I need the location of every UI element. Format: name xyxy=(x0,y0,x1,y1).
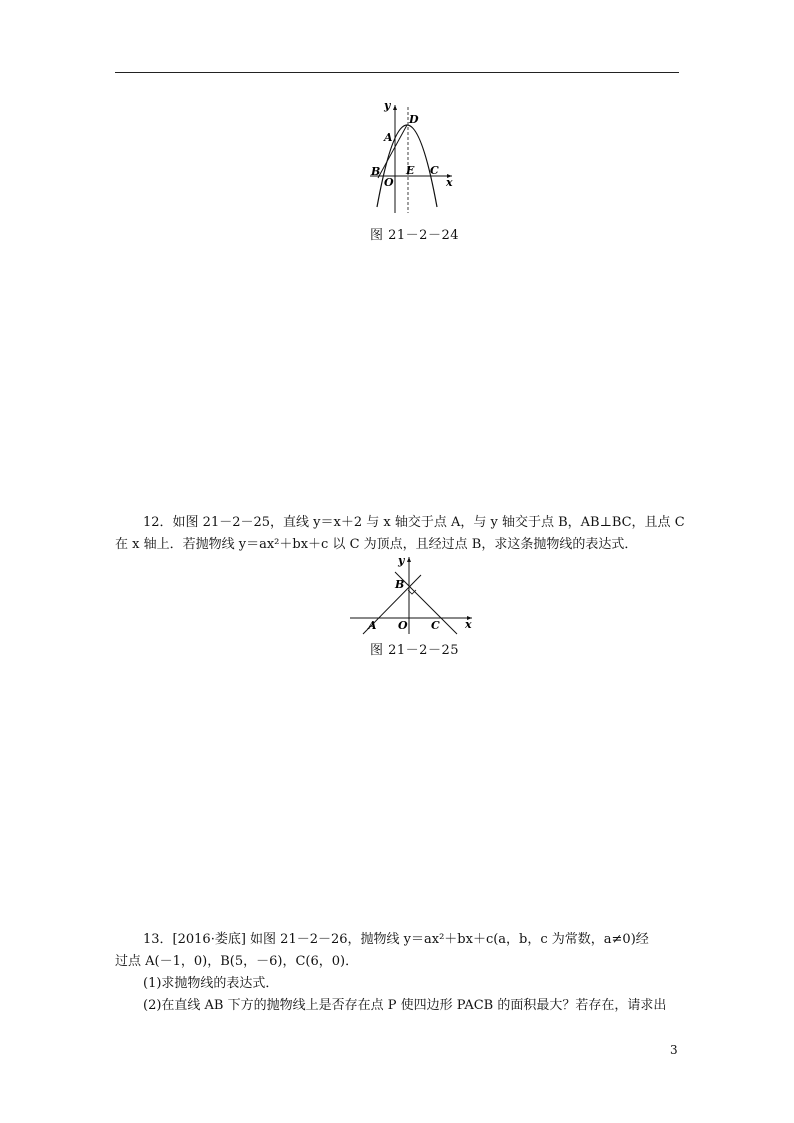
question-13-line-2: 过点 A(－1，0)，B(5，－6)，C(6，0)． xyxy=(115,954,359,969)
label-x: x xyxy=(446,176,453,189)
label-O: O xyxy=(384,176,394,189)
label-O: O xyxy=(398,619,408,632)
page-number: 3 xyxy=(670,1043,678,1057)
label-y: y xyxy=(398,554,405,567)
question-12-line-2: 在 x 轴上．若抛物线 y＝ax²＋bx＋c 以 C 为顶点，且经过点 B，求这条抛物线的表达式． xyxy=(115,537,638,552)
label-E: E xyxy=(406,164,415,177)
y-axis-arrow xyxy=(407,557,411,562)
label-C: C xyxy=(431,619,440,632)
question-13-line-4: (2)在直线 AB 下方的抛物线上是否存在点 P 使四边形 PACB 的面积最大？若存在，请求出 xyxy=(143,998,667,1013)
header-rule xyxy=(115,72,679,73)
label-D: D xyxy=(409,113,419,126)
label-y: y xyxy=(384,99,391,112)
label-B: B xyxy=(395,578,405,591)
figure-21-2-24 xyxy=(360,95,460,220)
y-axis-arrow xyxy=(393,105,397,110)
question-13-line-1: 13．[2016·娄底] 如图 21－2－26，抛物线 y＝ax²＋bx＋c(a，b，c 为常数，a≠0)经 xyxy=(143,932,649,947)
figure-21-2-25 xyxy=(345,552,480,637)
label-C: C xyxy=(430,164,439,177)
label-B: B xyxy=(371,165,381,178)
label-x: x xyxy=(465,618,472,631)
figure-caption-24: 图 21－2－24 xyxy=(370,228,459,243)
question-12-line-1: 12．如图 21－2－25，直线 y＝x＋2 与 x 轴交于点 A，与 y 轴交于点 B，AB⊥BC，且点 C xyxy=(143,515,685,530)
question-12 xyxy=(115,512,685,556)
figure-caption-25: 图 21－2－25 xyxy=(370,643,459,658)
question-13 xyxy=(115,929,666,1017)
label-A: A xyxy=(384,131,393,144)
question-13-line-3: (1)求抛物线的表达式． xyxy=(143,976,279,991)
label-A: A xyxy=(368,619,377,632)
